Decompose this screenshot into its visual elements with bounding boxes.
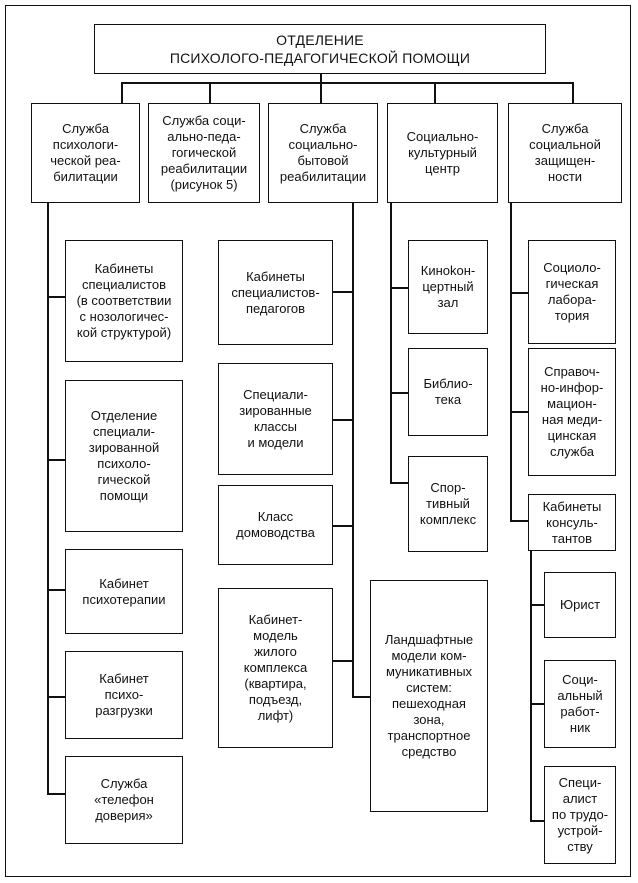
household-unit: Кабинет- модель жилого комплекса (квартира, подъезд, лифт) bbox=[218, 588, 333, 748]
psych-unit: Отделение специали- зированной психоло- гической помощи bbox=[65, 380, 183, 532]
psych-unit: Кабинет психотерапии bbox=[65, 549, 183, 634]
psych-unit: Служба «телефон доверия» bbox=[65, 756, 183, 844]
service-social-pedagogical-rehab: Служба соци- ально-педа- гогической реабилитации (рисунок 5) bbox=[148, 103, 260, 203]
household-unit: Специали- зированные классы и модели bbox=[218, 363, 333, 475]
service-social-household-rehab: Служба социально- бытовой реабилитации bbox=[268, 103, 378, 203]
service-social-protection: Служба социальной защищен- ности bbox=[508, 103, 622, 203]
connector bbox=[209, 82, 211, 103]
household-unit: Кабинеты специалистов- педагогов bbox=[218, 240, 333, 345]
consultant: Специ- алист по трудо- устрой- ству bbox=[544, 766, 616, 864]
connector bbox=[510, 203, 512, 521]
connector bbox=[121, 82, 123, 103]
connector bbox=[47, 696, 65, 698]
connector bbox=[390, 392, 408, 394]
culture-unit: Спор- тивный комплекс bbox=[408, 456, 488, 552]
psych-unit: Кабинеты специалистов (в соответствии с нозологичес- кой структурой) bbox=[65, 240, 183, 362]
connector bbox=[352, 696, 370, 698]
connector bbox=[530, 551, 532, 821]
connector bbox=[121, 82, 573, 84]
connector bbox=[510, 411, 528, 413]
protection-unit: Справоч- но-инфор- мацион- ная меди- цинская служба bbox=[528, 348, 616, 476]
connector bbox=[333, 660, 353, 662]
connector bbox=[530, 604, 544, 606]
consultant: Соци- альный работ- ник bbox=[544, 660, 616, 748]
connector bbox=[510, 292, 528, 294]
connector bbox=[572, 82, 574, 103]
connector bbox=[390, 482, 408, 484]
protection-unit: Кабинеты консуль- тантов bbox=[528, 494, 616, 551]
connector bbox=[333, 419, 353, 421]
service-psychological-rehab: Служба психологи- ческой реа- билитации bbox=[31, 103, 140, 203]
connector bbox=[320, 73, 322, 103]
connector bbox=[390, 287, 408, 289]
connector bbox=[47, 203, 49, 793]
connector bbox=[530, 703, 544, 705]
connector bbox=[510, 520, 528, 522]
household-unit: Ландшафтные модели ком- муникативных систем: пешеходная зона, транспортное средство bbox=[370, 580, 488, 812]
connector bbox=[47, 459, 65, 461]
protection-unit: Социоло- гическая лабора- тория bbox=[528, 240, 616, 344]
connector bbox=[333, 291, 353, 293]
culture-unit: Библио- тека bbox=[408, 348, 488, 436]
psych-unit: Кабинет психо- разгрузки bbox=[65, 651, 183, 739]
culture-unit: Киноkон- цертный зал bbox=[408, 240, 488, 334]
service-sociocultural-center: Социально- культурный центр bbox=[387, 103, 498, 203]
connector bbox=[352, 203, 354, 697]
connector bbox=[47, 589, 65, 591]
department-title: ОТДЕЛЕНИЕ ПСИХОЛОГО-ПЕДАГОГИЧЕСКОЙ ПОМОЩИ bbox=[94, 24, 546, 74]
household-unit: Класс домоводства bbox=[218, 485, 333, 565]
connector bbox=[47, 296, 65, 298]
connector bbox=[47, 793, 65, 795]
connector bbox=[333, 525, 353, 527]
connector bbox=[390, 203, 392, 483]
connector bbox=[434, 82, 436, 103]
consultant: Юрист bbox=[544, 572, 616, 638]
connector bbox=[530, 820, 544, 822]
